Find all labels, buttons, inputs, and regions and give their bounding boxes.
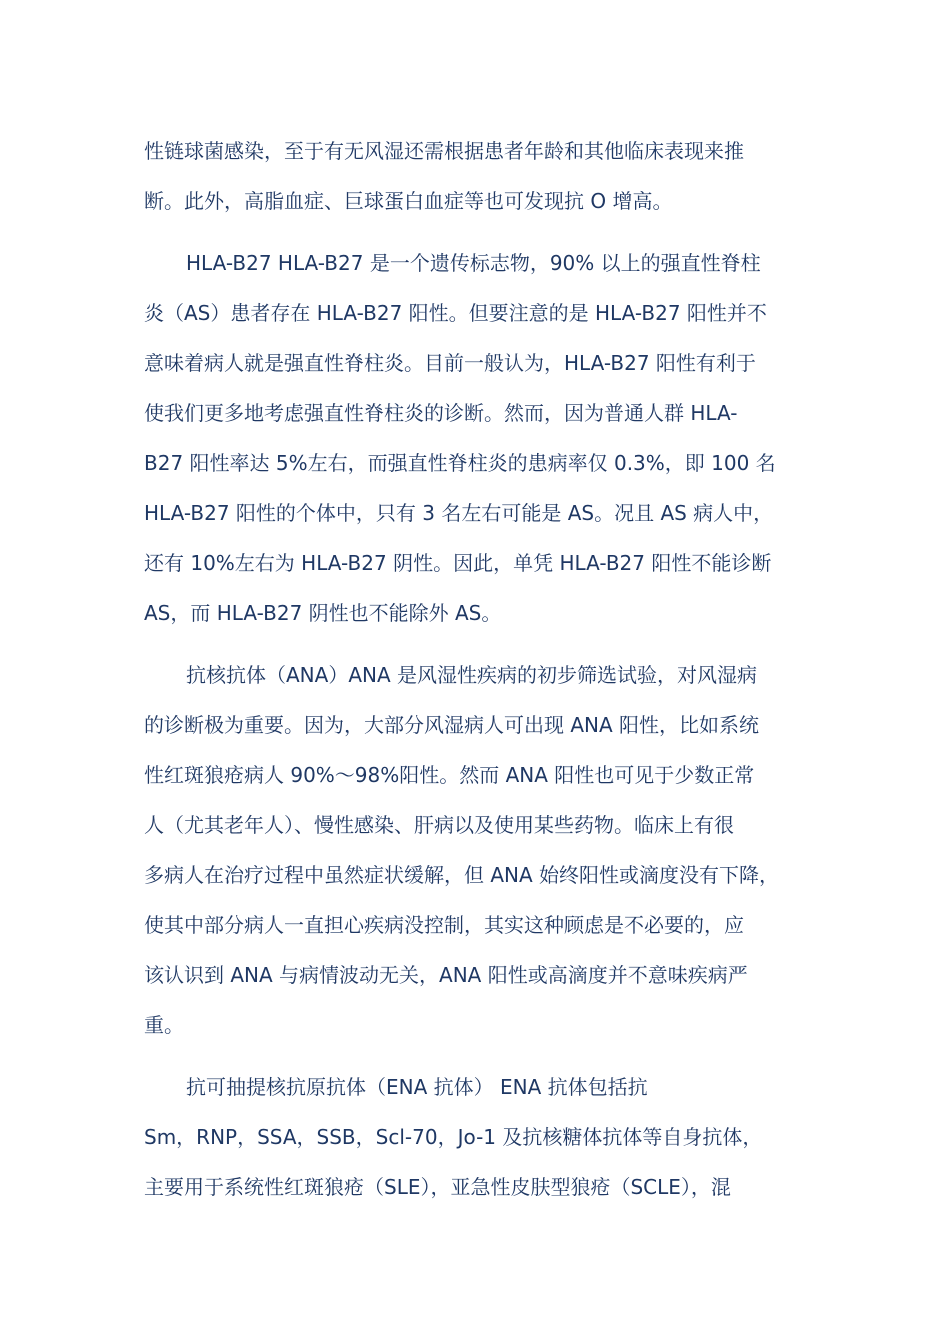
text-line: 使我们更多地考虑强直性脊柱炎的诊断。然而，因为普通人群 HLA- xyxy=(144,401,738,425)
text-line: 意味着病人就是强直性脊柱炎。目前一般认为，HLA-B27 阳性有利于 xyxy=(144,351,756,375)
paragraph-streptococcal xyxy=(144,126,808,226)
text-line: 人（尤其老年人）、慢性感染、肝病以及使用某些药物。临床上有很 xyxy=(144,813,734,837)
text-line: 断。此外，高脂血症、巨球蛋白血症等也可发现抗 O 增高。 xyxy=(144,189,673,213)
paragraph-gap xyxy=(144,226,808,238)
paragraph-hla-b27 xyxy=(144,238,808,638)
text-line: 性红斑狼疮病人 90%～98%阳性。然而 ANA 阳性也可见于少数正常 xyxy=(144,763,755,787)
text-line: 重。 xyxy=(144,1013,184,1037)
text-line: 使其中部分病人一直担心疾病没控制，其实这种顾虑是不必要的，应 xyxy=(144,913,744,937)
text-line: 的诊断极为重要。因为，大部分风湿病人可出现 ANA 阳性，比如系统 xyxy=(144,713,760,737)
text-line: 主要用于系统性红斑狼疮（SLE），亚急性皮肤型狼疮（SCLE），混 xyxy=(144,1175,731,1199)
text-line: HLA-B27 阳性的个体中，只有 3 名左右可能是 AS。况且 AS 病人中， xyxy=(144,501,774,525)
text-line: 炎（AS）患者存在 HLA-B27 阳性。但要注意的是 HLA-B27 阳性并不 xyxy=(144,301,767,325)
text-line: 抗可抽提核抗原抗体（ENA 抗体） ENA 抗体包括抗 xyxy=(186,1075,648,1099)
text-line: AS，而 HLA-B27 阴性也不能除外 AS。 xyxy=(144,601,502,625)
paragraph-gap xyxy=(144,638,808,650)
paragraph-gap xyxy=(144,1050,808,1062)
text-line: 抗核抗体（ANA）ANA 是风湿性疾病的初步筛选试验，对风湿病 xyxy=(186,663,758,687)
paragraph-ana xyxy=(144,650,808,1050)
document-body xyxy=(144,126,808,1212)
text-line: 该认识到 ANA 与病情波动无关，ANA 阳性或高滴度并不意味疾病严 xyxy=(144,963,748,987)
paragraph-ena xyxy=(144,1062,808,1212)
text-line: B27 阳性率达 5%左右，而强直性脊柱炎的患病率仅 0.3%，即 100 名 xyxy=(144,451,776,475)
text-line: HLA-B27 HLA-B27 是一个遗传标志物，90% 以上的强直性脊柱 xyxy=(186,251,761,275)
text-line: Sm，RNP，SSA，SSB，Scl-70，Jo-1 及抗核糖体抗体等自身抗体， xyxy=(144,1125,763,1149)
text-line: 还有 10%左右为 HLA-B27 阴性。因此，单凭 HLA-B27 阳性不能诊断 xyxy=(144,551,772,575)
text-line: 性链球菌感染，至于有无风湿还需根据患者年龄和其他临床表现来推 xyxy=(144,139,744,163)
text-line: 多病人在治疗过程中虽然症状缓解，但 ANA 始终阳性或滴度没有下降， xyxy=(144,863,780,887)
